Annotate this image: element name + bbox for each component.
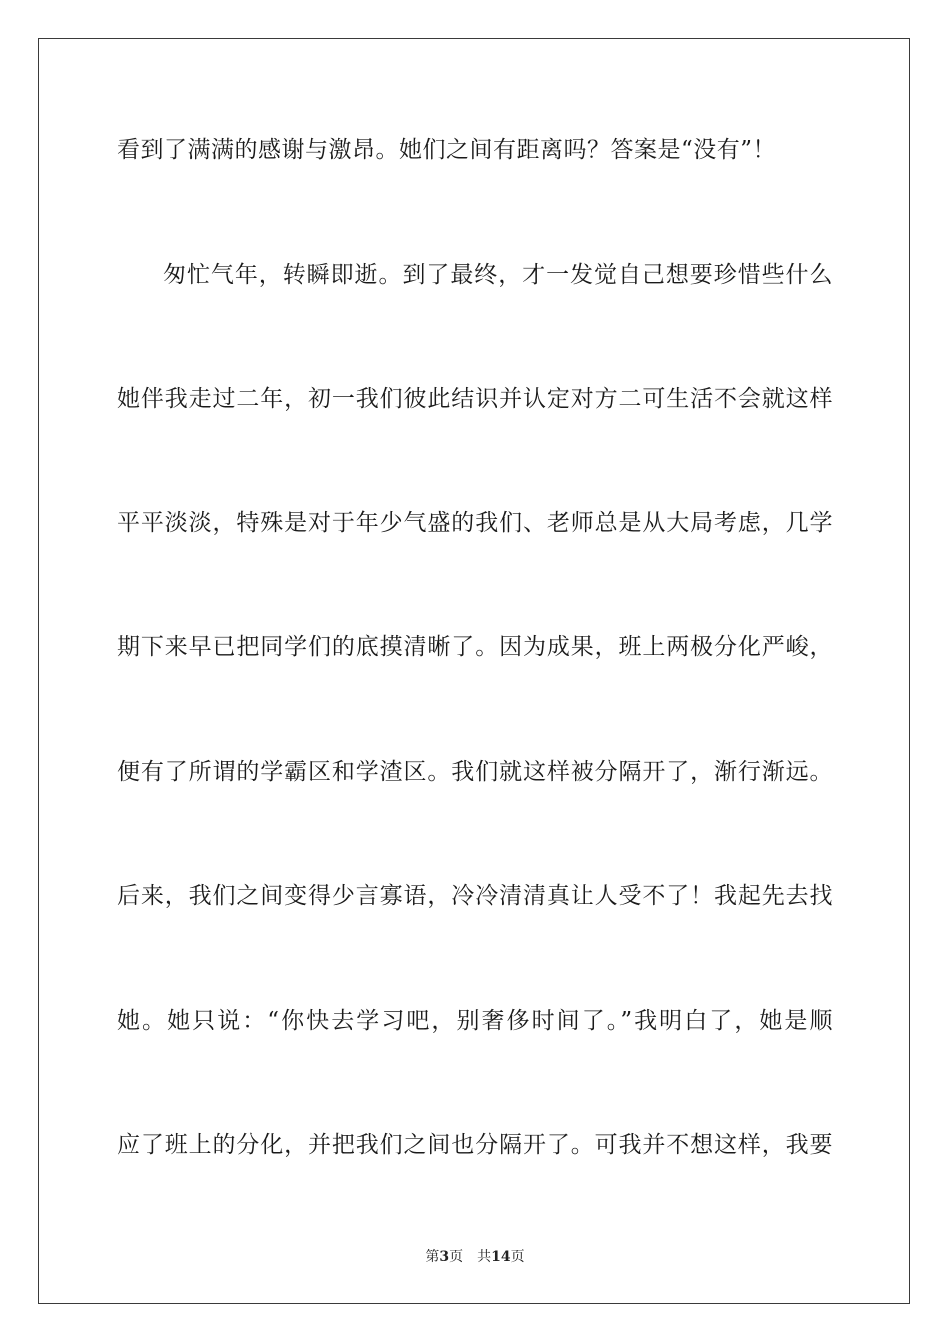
footer-total-suffix: 页 xyxy=(510,1249,525,1265)
text-line-9: 应了班上的分化，并把我们之间也分隔开了。可我并不想这样，我要 xyxy=(117,1132,833,1158)
text-line-7: 后来，我们之间变得少言寡语，冷冷清清真让人受不了！我起先去找 xyxy=(117,883,833,909)
page-footer xyxy=(0,1246,950,1266)
page-border xyxy=(38,38,910,1304)
footer-total-pages: 14 xyxy=(491,1249,511,1265)
text-line-1: 看到了满满的感谢与激昂。她们之间有距离吗？答案是“没有”！ xyxy=(117,137,777,163)
text-line-4: 平平淡淡，特殊是对于年少气盛的我们、老师总是从大局考虑，几学 xyxy=(117,510,833,536)
text-line-5: 期下来早已把同学们的底摸清晰了。因为成果，班上两极分化严峻， xyxy=(117,634,833,660)
footer-page-prefix: 第 xyxy=(425,1249,440,1265)
text-line-6: 便有了所谓的学霸区和学渣区。我们就这样被分隔开了，渐行渐远。 xyxy=(117,759,833,785)
footer-page-suffix: 页 xyxy=(449,1249,464,1265)
text-line-8: 她。她只说：“你快去学习吧，别奢侈时间了。”我明白了，她是顺 xyxy=(117,1008,833,1034)
text-line-2: 匆忙气年，转瞬即逝。到了最终，才一发觉自己想要珍惜些什么 xyxy=(163,262,833,288)
text-line-3: 她伴我走过二年，初一我们彼此结识并认定对方二可生活不会就这样 xyxy=(117,386,833,412)
footer-total-prefix: 共 xyxy=(477,1249,492,1265)
footer-page-number: 3 xyxy=(439,1249,450,1265)
